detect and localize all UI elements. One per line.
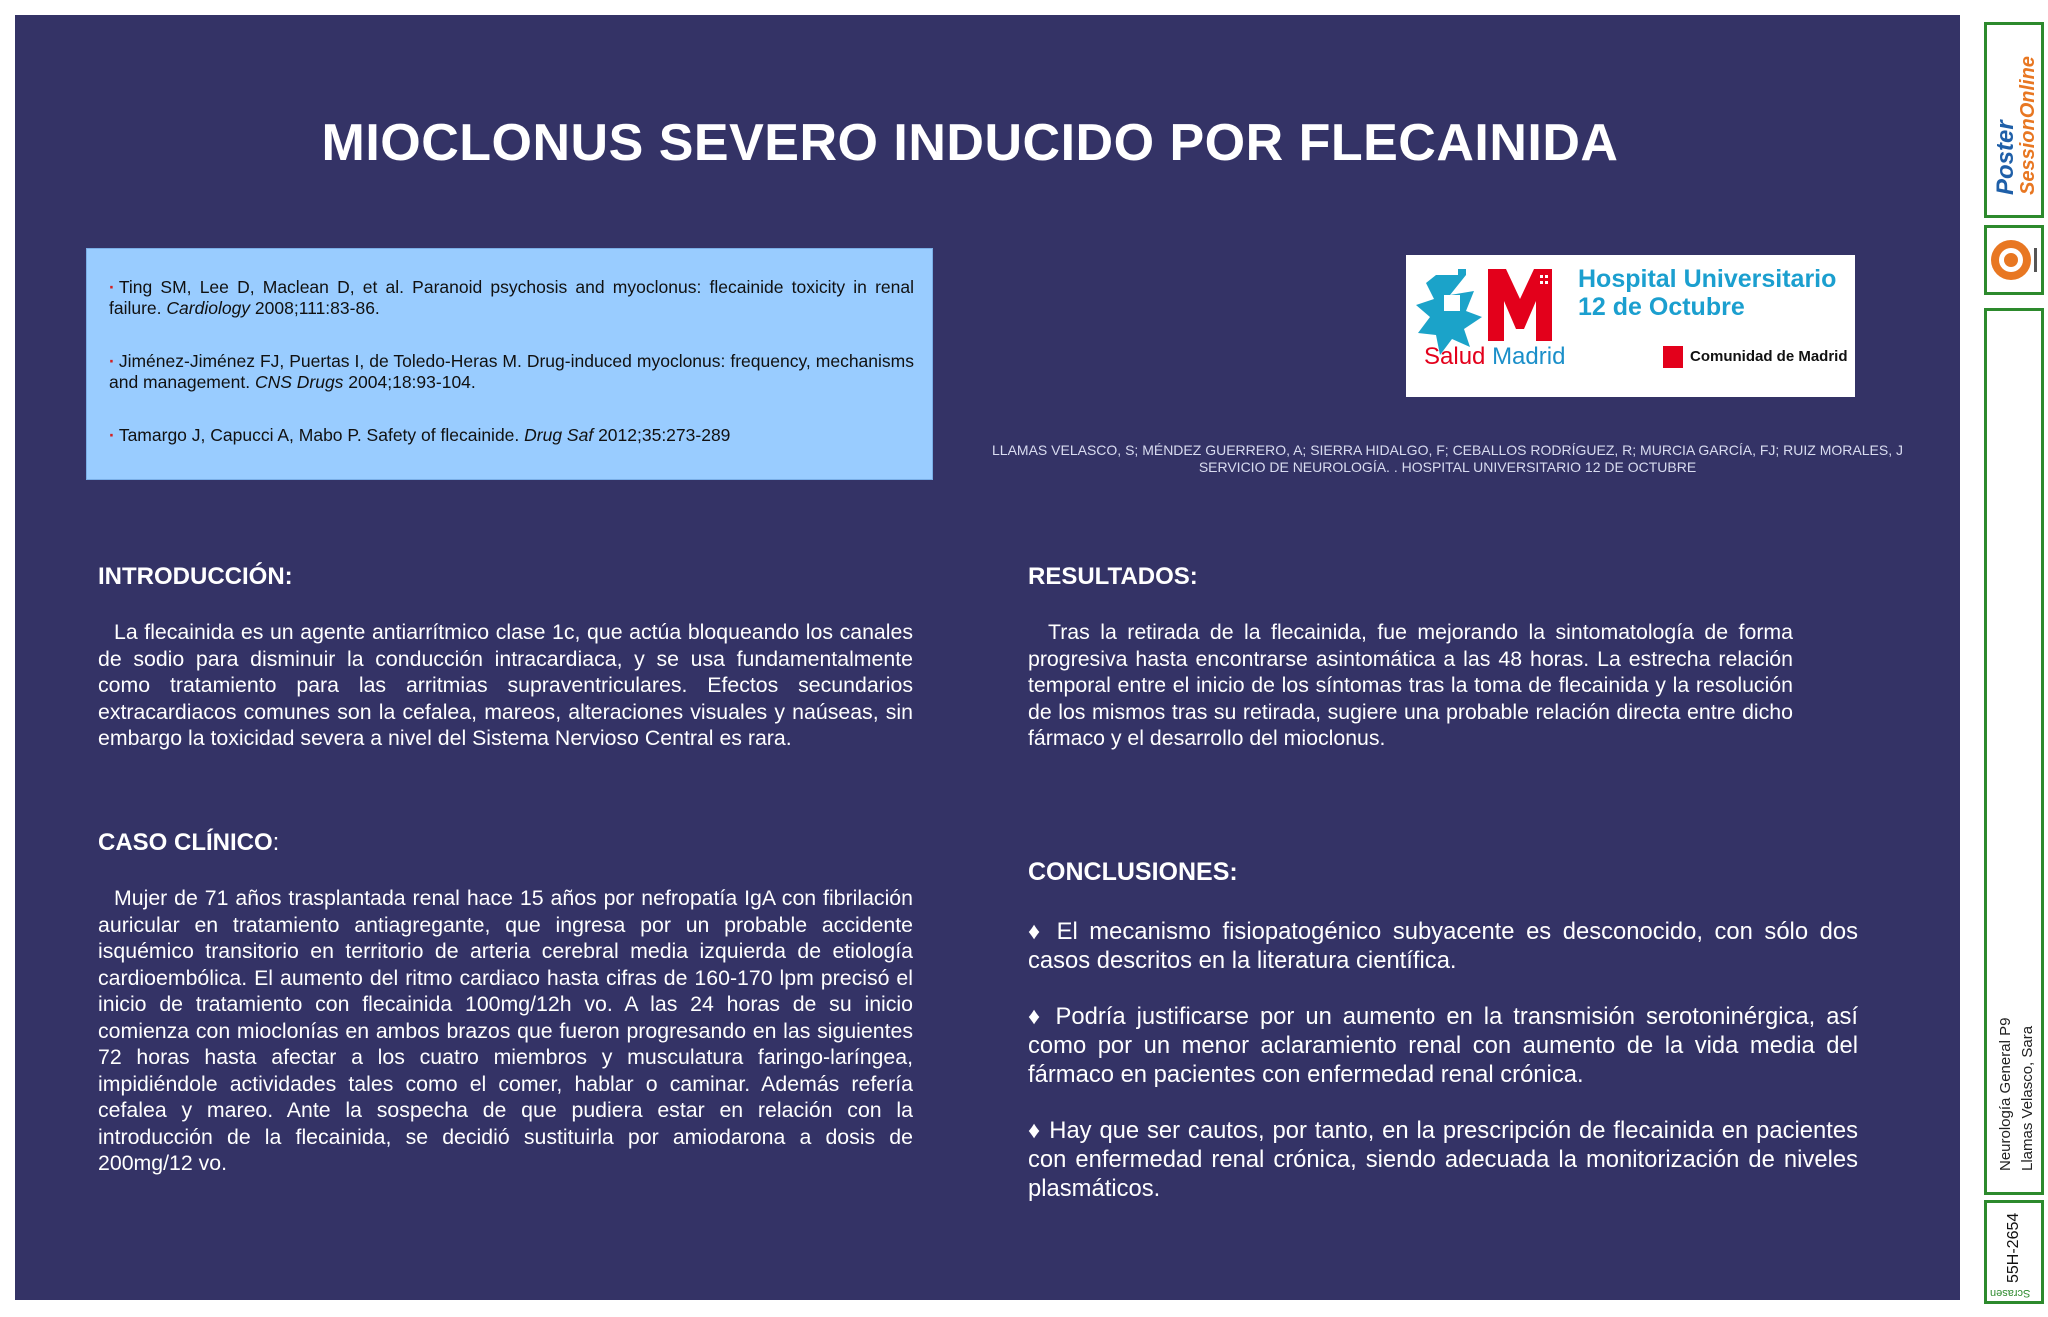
bullet-icon: · [109,425,115,445]
caso-clinico-heading [98,829,913,857]
reference-citation: 2012;35:273-289 [593,425,731,445]
reference-text: Ting SM, Lee D, Maclean D, et al. Paranoid psychosis and myoclonus: flecainide toxicity in renal failure. [109,277,914,318]
introduccion-heading: INTRODUCCIÓN: [98,563,293,590]
conclusiones-section [1028,858,1858,1230]
madrid-text: Madrid [1492,343,1566,370]
conclusion-item: ♦ Hay que ser cautos, por tanto, en la prescripción de flecainida en pacientes con enfermedad renal crónica, siendo adecuada la monitorización de niveles plasmáticos. [1028,1117,1858,1202]
poster-author: Llamas Velasco, Sara [2019,1025,2036,1171]
conclusion-item: ♦ Podría justificarse por un aumento en la transmisión serotoninérgica, así como por un menor aclaramiento renal con aumento de la vida media del fármaco en pacientes con enfermedad renal crónica. [1028,1003,1858,1088]
conclusiones-heading: CONCLUSIONES: [1028,858,1238,886]
poster-info-panel [1984,308,2044,1195]
caso-clinico-section [98,829,913,1177]
salud-madrid-label [1424,343,1565,371]
reference-journal: CNS Drugs [254,372,344,392]
authors-block [970,442,1925,476]
hospital-name-line1: Hospital Universitario [1578,265,1837,293]
caso-clinico-heading-colon: : [272,829,280,856]
poster-code-box [1984,1200,2044,1304]
bullet-icon: · [109,277,115,297]
affiliation: SERVICIO DE NEUROLOGÍA. . HOSPITAL UNIVERSITARIO 12 DE OCTUBRE [1198,459,1697,475]
authors-list: LLAMAS VELASCO, S; MÉNDEZ GUERRERO, A; SIERRA HIDALGO, F; CEBALLOS RODRÍGUEZ, R; MURCIA GARCÍA, FJ; RUIZ MORALES, J [992,442,1903,458]
hospital-logo [1406,255,1855,397]
society-seal-icon [1987,228,2041,292]
reference-item [109,425,914,446]
brand-logo-text [1992,56,2039,195]
footer-brand: Scrasen [1990,1287,2031,1299]
resultados-section [1028,563,1793,752]
reference-citation: 2004;18:93-104. [343,372,476,392]
reference-text: Tamargo J, Capucci A, Mabo P. Safety of flecainide. [118,425,525,445]
hospital-name-line2: 12 de Octubre [1578,293,1745,321]
reference-item [109,277,914,319]
comunidad-label: Comunidad de Madrid [1690,348,1848,365]
reference-journal: Cardiology [166,298,251,318]
bullet-icon: · [109,351,115,371]
reference-item [109,351,914,393]
resultados-heading: RESULTADOS: [1028,563,1198,590]
introduccion-body: La flecainida es un agente antiarrítmico clase 1c, que actúa bloqueando los canales de sodio para disminuir la conducción intracardiaca, y se usa fundamentalmente como tratamiento para las arritmias supraventriculares. Efectos secundarios extracardiacos comunes son la cefalea, mareos, alteraciones visuales y naúseas, sin embargo la toxicidad severa a nivel del Sistema Nervioso Central es rara. [98,620,913,750]
caso-clinico-body: Mujer de 71 años trasplantada renal hace 15 años por nefropatía IgA con fibrilación auricular en tratamiento antiagregante, que ingresa por un probable accidente isquémico transitorio en territorio de arteria cerebral media izquierda de etiología cardioembólica. El aumento del ritmo cardiaco hasta cifras de 160-170 lpm precisó el inicio de tratamiento con flecainida 100mg/12h vo. A las 24 horas de su inicio comienza con mioclonías en ambos brazos que fueron progresando en las siguientes 72 horas hasta afectar a los cuatro miembros y musculatura faringo-laríngea, impidiéndole actividades tales como el comer, hablar o caminar. Además refería cefalea y mareo. Ante la sospecha de que pudiera estar en relación con la introducción de la flecainida, se decidió sustituirla por amiodarona a dosis de 200mg/12 vo. [98,886,913,1175]
poster-code: 55H-2654 [2005,1212,2022,1283]
poster-title: MIOCLONUS SEVERO INDUCIDO POR FLECAINIDA [321,114,1619,172]
society-emblem [1984,225,2044,295]
salud-text: Salud [1424,343,1486,370]
brand-line2: SessionOnline [2017,56,2039,195]
introduccion-section [98,563,913,752]
comunidad-flag-icon [1663,346,1683,368]
reference-text: Jiménez-Jiménez FJ, Puertas I, de Toledo-Heras M. Drug-induced myoclonus: frequency, mechanisms and management. [109,351,914,392]
poster-session-online-logo [1984,22,2044,218]
hospital-name [1578,265,1836,321]
resultados-body: Tras la retirada de la flecainida, fue mejorando la sintomatología de forma progresiva hasta encontrarse asintomática a las 48 horas. La estrecha relación temporal entre el inicio de los síntomas tras la toma de flecainida y la resolución de los mismos tras su retirada, sugiere una probable relación directa entre dicho fármaco y el desarrollo del mioclonus. [1028,620,1793,750]
reference-journal: Drug Saf [524,425,594,445]
references-box [86,248,933,480]
poster [15,15,1960,1300]
brand-line1: Poster [1992,120,2019,195]
caso-clinico-heading-text: CASO CLÍNICO [98,829,273,856]
poster-category: Neurología General P9 [1997,1017,2014,1171]
reference-citation: 2008;111:83-86. [250,298,380,318]
conclusion-item: ♦ El mecanismo fisiopatogénico subyacente es desconocido, con sólo dos casos descritos en la literatura científica. [1028,918,1858,974]
